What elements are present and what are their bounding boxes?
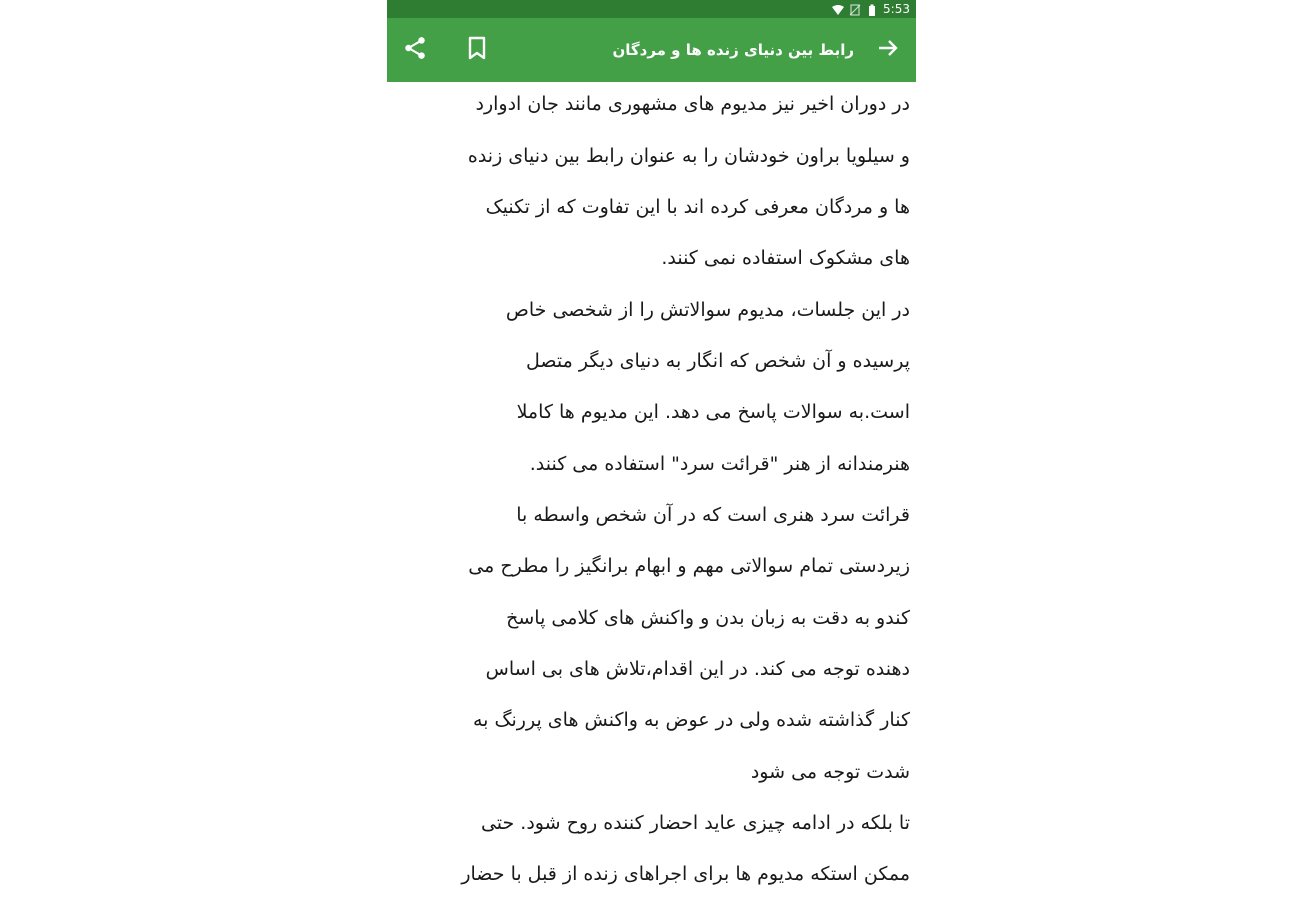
article-line: کندو به دقت به زبان بدن و واکنش های کلامی پاسخ — [506, 607, 910, 629]
app-toolbar — [387, 18, 916, 82]
bookmark-button[interactable] — [459, 32, 495, 68]
wifi-icon — [832, 3, 844, 15]
phone-screen — [387, 0, 916, 900]
article-line: شدت توجه می شود — [750, 761, 910, 783]
article-line: قرائت سرد هنری است که در آن شخص واسطه با — [516, 504, 910, 526]
article-body — [387, 80, 916, 900]
no-sim-icon — [849, 3, 861, 15]
article-line: دهنده توجه می کند. در این اقدام،تلاش های بی اساس — [485, 658, 910, 680]
article-line: های مشکوک استفاده نمی کنند. — [661, 247, 910, 269]
arrow-forward-icon — [876, 36, 900, 64]
back-button[interactable] — [870, 32, 906, 68]
article-line: کنار گذاشته شده ولی در عوض به واکنش های پررنگ به — [472, 709, 910, 731]
article-line: در این جلسات، مدیوم سوالاتش را از شخصی خاص — [505, 299, 910, 321]
article-line: در دوران اخیر نیز مدیوم های مشهوری مانند جان ادوارد — [475, 93, 910, 115]
article-line: هنرمندانه از هنر "قرائت سرد" استفاده می کنند. — [529, 453, 910, 475]
article-line: زیردستی تمام سوالاتی مهم و ابهام برانگیز را مطرح می — [468, 555, 910, 577]
article-line: ممکن استکه مدیوم ها برای اجراهای زنده از قبل با حضار — [461, 863, 910, 885]
article-line: است.به سوالات پاسخ می دهد. این مدیوم ها کاملا — [516, 401, 910, 423]
share-icon — [402, 35, 428, 65]
share-button[interactable] — [397, 32, 433, 68]
page-title: رابط بین دنیای زنده ها و مردگان — [612, 41, 854, 59]
status-time: 5:53 — [883, 2, 910, 16]
article-line: ها و مردگان معرفی کرده اند با این تفاوت که از تکنیک — [485, 196, 910, 218]
status-icons — [832, 0, 910, 18]
battery-icon — [866, 3, 878, 15]
article-line: تا بلکه در ادامه چیزی عاید احضار کننده روح شود. حتی — [480, 812, 910, 834]
status-bar — [387, 0, 916, 18]
article-line: و سیلویا براون خودشان را به عنوان رابط بین دنیای زنده — [467, 145, 910, 167]
bookmark-icon — [466, 36, 488, 64]
article-line: پرسیده و آن شخص که انگار به دنیای دیگر متصل — [526, 350, 910, 372]
